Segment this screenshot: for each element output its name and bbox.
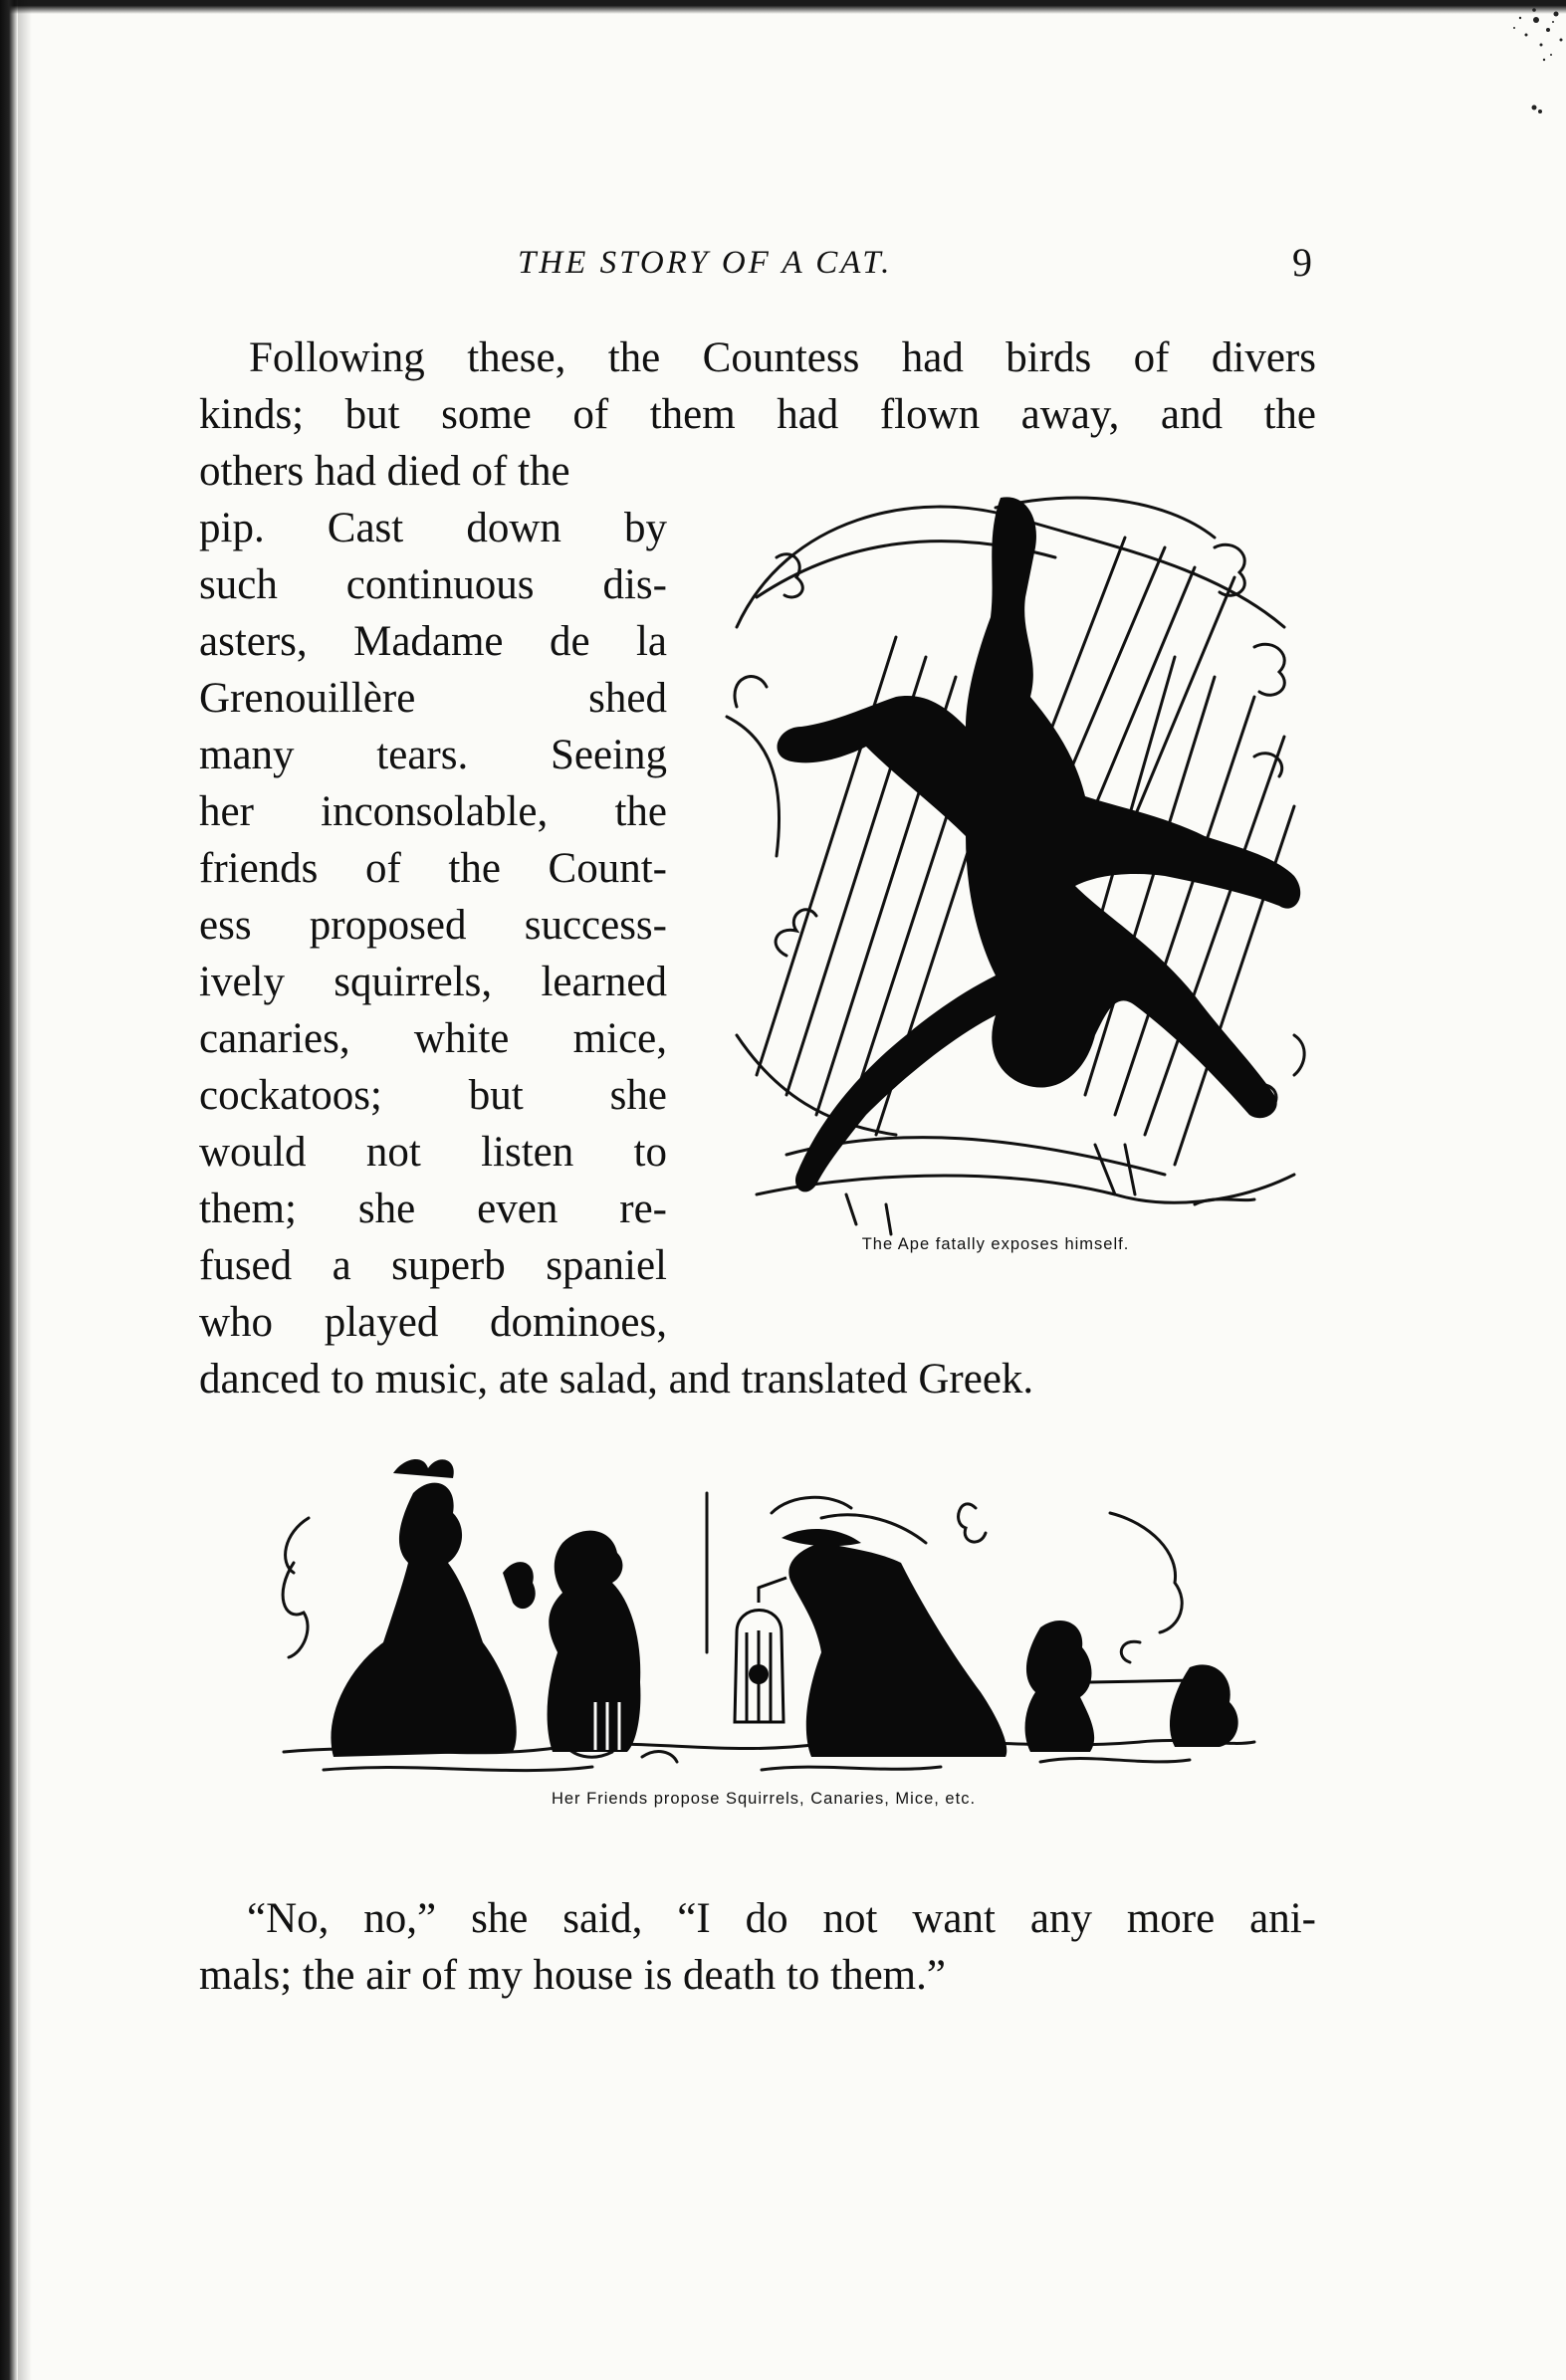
paragraph-1-line: would not listen to xyxy=(199,1129,667,1176)
paragraph-1-line: who played dominoes, xyxy=(199,1299,667,1346)
paragraph-1-line: pip. Cast down by xyxy=(199,505,667,551)
friends-illustration xyxy=(264,1453,1264,1812)
paragraph-1-line: kinds; but some of them had flown away, and the xyxy=(199,391,1316,438)
corner-speckle xyxy=(1417,0,1566,119)
paragraph-1-line: Grenouillère shed xyxy=(199,675,667,722)
paragraph-1-line: many tears. Seeing xyxy=(199,732,667,778)
paragraph-2-line: “No, no,” she said, “I do not want any more ani- xyxy=(247,1895,1316,1942)
paragraph-1-line: ess proposed success- xyxy=(199,902,667,949)
ape-illustration xyxy=(697,478,1319,1274)
paragraph-1-line: her inconsolable, the xyxy=(199,788,667,835)
paragraph-1-line: cockatoos; but she xyxy=(199,1072,667,1119)
ape-caption: The Ape fatally exposes himself. xyxy=(861,1235,1130,1253)
paragraph-1-line: canaries, white mice, xyxy=(199,1015,667,1062)
scan-left-shadow xyxy=(18,0,32,2380)
scan-top-edge xyxy=(0,0,1566,14)
paragraph-1-line: them; she even re- xyxy=(199,1186,667,1232)
scan-left-edge xyxy=(0,0,18,2380)
paragraph-1-line: others had died of the xyxy=(199,448,570,495)
paragraph-1-line: ively squirrels, learned xyxy=(199,959,667,1005)
paragraph-1-line: danced to music, ate salad, and translated Greek. xyxy=(199,1356,1034,1403)
paragraph-1-line: fused a superb spaniel xyxy=(199,1242,667,1289)
running-head: THE STORY OF A CAT. xyxy=(518,245,893,281)
paragraph-1-line: Following these, the Countess had birds of divers xyxy=(249,334,1316,381)
paragraph-2-line: mals; the air of my house is death to them.” xyxy=(199,1952,946,1999)
page-number: 9 xyxy=(1292,240,1312,285)
paragraph-1-line: friends of the Count- xyxy=(199,845,667,892)
friends-caption: Her Friends propose Squirrels, Canaries, Mice, etc. xyxy=(551,1790,977,1808)
paragraph-1-line: such continuous dis- xyxy=(199,561,667,608)
paragraph-1-line: asters, Madame de la xyxy=(199,618,667,665)
